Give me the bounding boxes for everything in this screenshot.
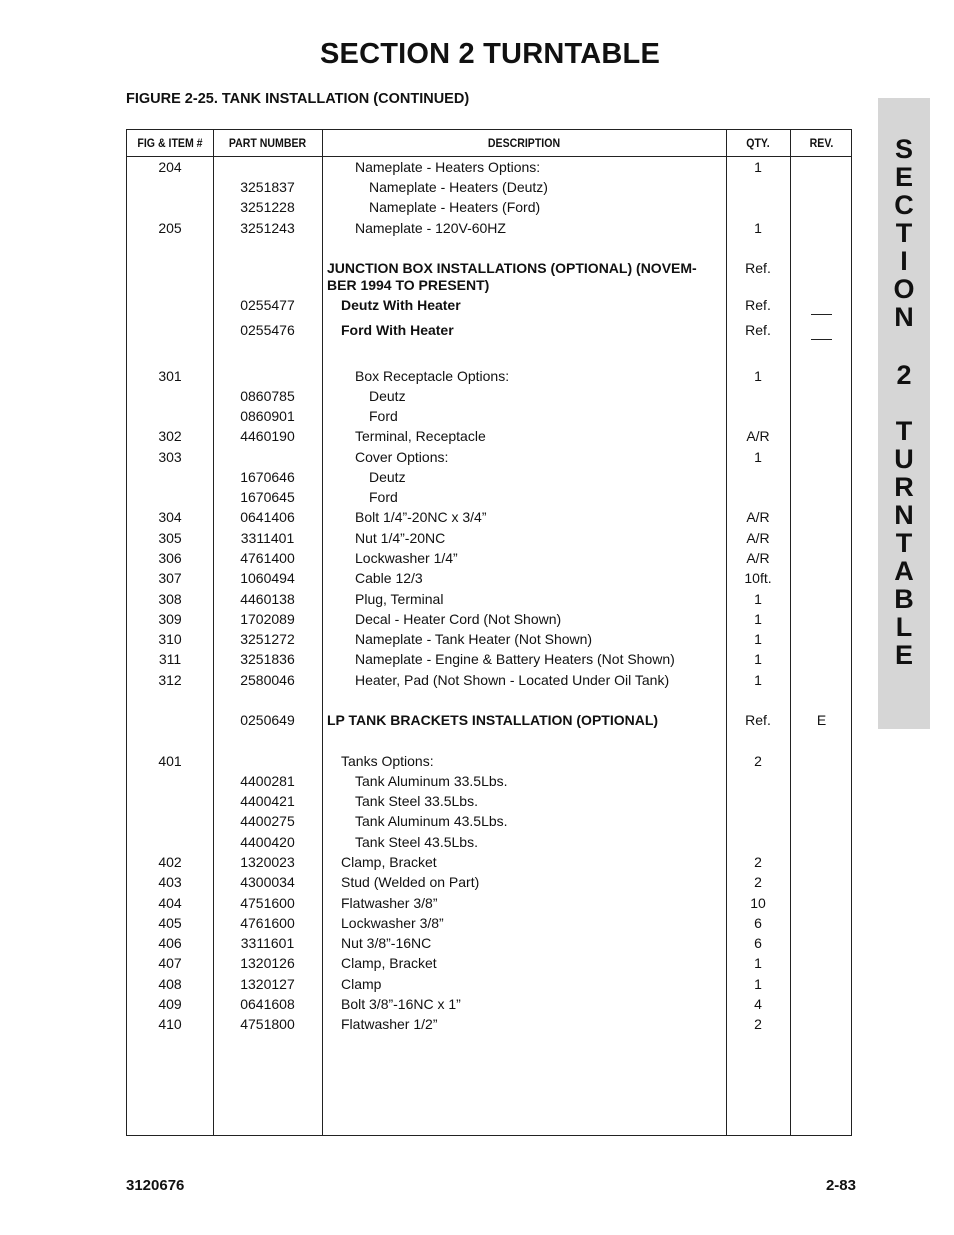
cell-qty: 10	[750, 895, 766, 911]
cell-description: Clamp, Bracket	[341, 955, 437, 971]
cell-description: Tank Steel 43.5Lbs.	[355, 834, 478, 850]
cell-description: Nameplate - Heaters Options:	[355, 159, 541, 175]
cell-fig: 308	[158, 591, 182, 607]
cell-qty: 2	[754, 874, 762, 890]
side-tab-letter: N	[894, 500, 914, 530]
cell-fig: 406	[158, 935, 182, 951]
cell-fig: 310	[158, 631, 182, 647]
cell-part: 0255477	[240, 297, 295, 313]
cell-fig: 301	[158, 368, 182, 384]
cell-fig: 403	[158, 874, 182, 890]
cell-fig: 405	[158, 915, 182, 931]
cell-part: 4751600	[240, 895, 295, 911]
cell-qty: 2	[754, 854, 762, 870]
cell-description: Bolt 1/4”-20NC x 3/4”	[355, 509, 487, 525]
cell-description: Plug, Terminal	[355, 591, 444, 607]
side-tab-letter: T	[895, 528, 913, 558]
header-part-number: PART NUMBER	[228, 136, 307, 150]
cell-qty: 4	[754, 996, 762, 1012]
document-number: 3120676	[126, 1177, 185, 1194]
cell-qty: A/R	[746, 530, 770, 546]
cell-qty: 1	[754, 591, 762, 607]
cell-qty: Ref.	[745, 260, 771, 276]
side-tab-letter: T	[895, 416, 913, 446]
cell-description: Heater, Pad (Not Shown - Located Under Oil Tank)	[355, 672, 670, 688]
side-tab-letter: S	[894, 134, 913, 164]
side-tab-letter: O	[893, 274, 915, 304]
cell-qty: 2	[754, 1016, 762, 1032]
cell-fig: 309	[158, 611, 182, 627]
cell-description: Nameplate - 120V-60HZ	[355, 220, 506, 236]
column-divider	[322, 130, 323, 1135]
cell-qty: Ref.	[745, 322, 771, 338]
cell-part: 1320126	[240, 955, 295, 971]
cell-qty: 1	[754, 368, 762, 384]
cell-fig: 205	[158, 220, 182, 236]
side-tab-letter: E	[894, 640, 913, 670]
side-tab-letter: N	[894, 302, 914, 332]
cell-part: 4761600	[240, 915, 295, 931]
cell-qty: 1	[754, 159, 762, 175]
cell-description: LP TANK BRACKETS INSTALLATION (OPTIONAL)	[327, 712, 659, 728]
cell-fig: 307	[158, 570, 182, 586]
cell-qty: 1	[754, 955, 762, 971]
side-tab-letter: T	[895, 218, 913, 248]
cell-description: Tank Aluminum 43.5Lbs.	[355, 813, 508, 829]
cell-qty: Ref.	[745, 297, 771, 313]
cell-qty: 1	[754, 611, 762, 627]
cell-part: 4400275	[240, 813, 295, 829]
cell-part: 4400420	[240, 834, 295, 850]
cell-description: Stud (Welded on Part)	[341, 874, 480, 890]
parts-table	[126, 129, 852, 1136]
cell-description: Bolt 3/8”-16NC x 1”	[341, 996, 461, 1012]
cell-description: Box Receptacle Options:	[355, 368, 510, 384]
cell-description: Cable 12/3	[355, 570, 423, 586]
header-fig-item: FIG & ITEM #	[137, 136, 203, 150]
cell-qty: A/R	[746, 428, 770, 444]
side-tab-letter: B	[894, 584, 914, 614]
cell-qty: 1	[754, 976, 762, 992]
cell-qty: 1	[754, 220, 762, 236]
cell-description: Ford	[369, 489, 398, 505]
cell-qty: 10ft.	[744, 570, 772, 586]
rev-blank-line	[811, 339, 832, 340]
cell-part: 3311601	[240, 935, 295, 951]
header-description: DESCRIPTION	[487, 136, 561, 150]
cell-fig: 305	[158, 530, 182, 546]
cell-fig: 304	[158, 509, 182, 525]
cell-fig: 312	[158, 672, 182, 688]
side-tab-letter: 2	[896, 360, 912, 390]
cell-description: Lockwasher 1/4”	[355, 550, 458, 566]
cell-fig: 401	[158, 753, 182, 769]
cell-part: 4761400	[240, 550, 295, 566]
cell-part: 0641608	[240, 996, 295, 1012]
cell-description: Nut 3/8”-16NC	[341, 935, 432, 951]
cell-qty: Ref.	[745, 712, 771, 728]
cell-fig: 404	[158, 895, 182, 911]
section-side-tab	[878, 98, 930, 729]
cell-part: 3251272	[240, 631, 295, 647]
cell-description: Nameplate - Heaters (Deutz)	[369, 179, 548, 195]
cell-qty: 1	[754, 651, 762, 667]
cell-description: Nut 1/4”-20NC	[355, 530, 446, 546]
side-tab-letter: L	[895, 612, 913, 642]
cell-part: 1320023	[240, 854, 295, 870]
cell-description: Deutz	[369, 469, 406, 485]
cell-description: Ford	[369, 408, 398, 424]
side-tab-letter: E	[894, 162, 913, 192]
cell-part: 3251228	[240, 199, 295, 215]
figure-title: FIGURE 2-25. TANK INSTALLATION (CONTINUED)	[126, 91, 470, 107]
cell-fig: 311	[158, 651, 182, 667]
cell-part: 4460190	[240, 428, 295, 444]
cell-qty: 1	[754, 449, 762, 465]
cell-part: 1060494	[240, 570, 295, 586]
cell-fig: 407	[158, 955, 182, 971]
rev-blank-line	[811, 314, 832, 315]
cell-part: 4751800	[240, 1016, 295, 1032]
header-divider	[127, 156, 851, 157]
side-tab-letter: R	[894, 472, 914, 502]
cell-part: 4300034	[240, 874, 295, 890]
cell-part: 3251243	[240, 220, 295, 236]
cell-part: 3251836	[240, 651, 295, 667]
cell-description: Nameplate - Engine & Battery Heaters (Not Shown)	[355, 651, 675, 667]
cell-description: Clamp	[341, 976, 382, 992]
column-divider	[790, 130, 791, 1135]
cell-fig: 302	[158, 428, 182, 444]
cell-part: 4400421	[240, 793, 295, 809]
cell-description: Tank Aluminum 33.5Lbs.	[355, 773, 508, 789]
cell-description: Nameplate - Tank Heater (Not Shown)	[355, 631, 593, 647]
cell-part: 0255476	[240, 322, 295, 338]
cell-part: 0860901	[240, 408, 295, 424]
cell-description: Ford With Heater	[341, 322, 454, 338]
cell-description: Clamp, Bracket	[341, 854, 437, 870]
page-number: 2-83	[825, 1177, 856, 1194]
cell-part: 4460138	[240, 591, 295, 607]
cell-part: 1320127	[240, 976, 295, 992]
cell-fig: 408	[158, 976, 182, 992]
cell-part: 0860785	[240, 388, 295, 404]
cell-description: Decal - Heater Cord (Not Shown)	[355, 611, 562, 627]
cell-part: 3251837	[240, 179, 295, 195]
cell-part: 0250649	[240, 712, 295, 728]
cell-part: 3311401	[240, 530, 295, 546]
side-tab-letter: U	[894, 444, 914, 474]
cell-qty: A/R	[746, 509, 770, 525]
cell-qty: 1	[754, 631, 762, 647]
cell-description: Tank Steel 33.5Lbs.	[355, 793, 478, 809]
cell-qty: 2	[754, 753, 762, 769]
side-tab-letter: I	[900, 246, 908, 276]
cell-description: Cover Options:	[355, 449, 449, 465]
side-tab-letter: C	[894, 190, 914, 220]
cell-part: 1670646	[240, 469, 295, 485]
cell-part: 4400281	[240, 773, 295, 789]
cell-description: JUNCTION BOX INSTALLATIONS (OPTIONAL) (NOVEM-BER 1994 TO PRESENT)	[327, 260, 697, 293]
cell-description: Deutz With Heater	[341, 297, 461, 313]
cell-qty: 1	[754, 672, 762, 688]
cell-description: Lockwasher 3/8”	[341, 915, 444, 931]
cell-fig: 306	[158, 550, 182, 566]
side-tab-letter: A	[894, 556, 914, 586]
cell-fig: 410	[158, 1016, 182, 1032]
cell-description: Deutz	[369, 388, 406, 404]
cell-fig: 303	[158, 449, 182, 465]
cell-description: Terminal, Receptacle	[355, 428, 486, 444]
cell-qty: 6	[754, 915, 762, 931]
cell-description: Nameplate - Heaters (Ford)	[369, 199, 541, 215]
cell-part: 0641406	[240, 509, 295, 525]
cell-part: 1670645	[240, 489, 295, 505]
header-rev: REV.	[809, 136, 834, 150]
cell-part: 2580046	[240, 672, 295, 688]
cell-part: 1702089	[240, 611, 295, 627]
cell-rev: E	[816, 712, 827, 728]
cell-qty: A/R	[746, 550, 770, 566]
page-title: SECTION 2 TURNTABLE	[320, 38, 660, 70]
cell-description: Flatwasher 3/8”	[341, 895, 438, 911]
header-qty: QTY.	[746, 136, 770, 150]
cell-qty: 6	[754, 935, 762, 951]
cell-description: Flatwasher 1/2”	[341, 1016, 438, 1032]
cell-fig: 402	[158, 854, 182, 870]
cell-fig: 409	[158, 996, 182, 1012]
cell-fig: 204	[158, 159, 182, 175]
cell-description: Tanks Options:	[341, 753, 434, 769]
